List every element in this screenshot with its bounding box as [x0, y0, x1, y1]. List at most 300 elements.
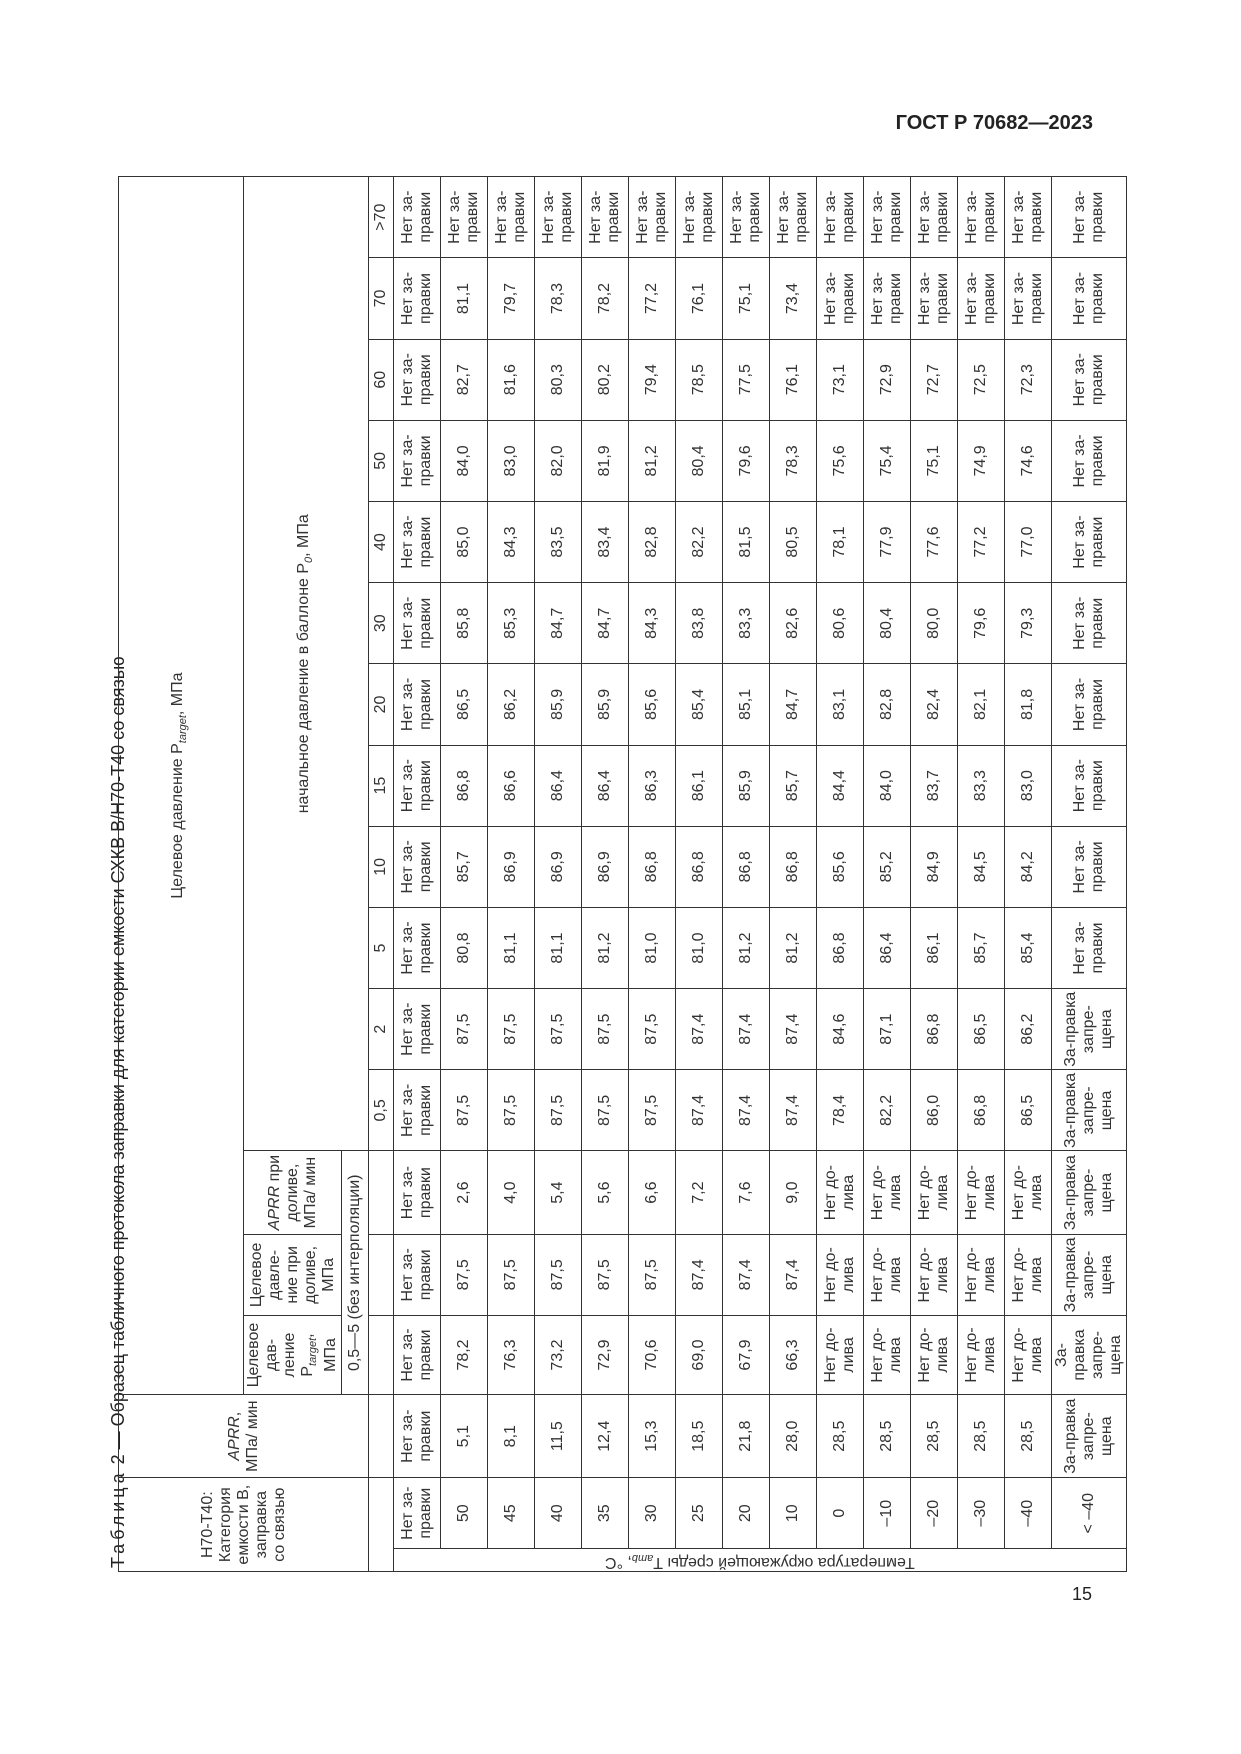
data-cell: 77,2 — [958, 501, 1005, 582]
data-cell: 87,5 — [582, 1234, 629, 1315]
temperature-cell: 45 — [488, 1478, 535, 1549]
data-cell: 81,2 — [770, 907, 817, 988]
data-cell: 83,3 — [723, 583, 770, 664]
data-cell: 15,3 — [629, 1395, 676, 1478]
data-cell: 79,3 — [1005, 583, 1052, 664]
data-cell: 82,6 — [770, 583, 817, 664]
data-cell: Нет до-лива — [958, 1234, 1005, 1315]
data-cell: 5,6 — [582, 1151, 629, 1234]
data-cell: 86,8 — [441, 745, 488, 826]
temperature-cell: 30 — [629, 1478, 676, 1549]
data-cell: Нет за-правки — [864, 177, 911, 258]
data-cell: 72,9 — [864, 339, 911, 420]
data-cell: Нет за-правки — [394, 1151, 441, 1234]
data-cell: 80,8 — [441, 907, 488, 988]
pressure-column: 30 — [369, 583, 394, 664]
data-cell: 72,5 — [958, 339, 1005, 420]
data-cell: 5,4 — [535, 1151, 582, 1234]
data-cell: 81,6 — [488, 339, 535, 420]
data-cell: Нет за-правки — [1052, 339, 1127, 420]
pressure-column: 60 — [369, 339, 394, 420]
data-cell: 82,2 — [676, 501, 723, 582]
data-cell: 4,0 — [488, 1151, 535, 1234]
data-cell: 82,4 — [911, 664, 958, 745]
data-cell: 84,3 — [488, 501, 535, 582]
temperature-cell: 10 — [770, 1478, 817, 1549]
data-cell: За-правка запре-щена — [1052, 1234, 1127, 1315]
data-cell: 81,1 — [535, 907, 582, 988]
caption-text: 2 — Образец табличного протокола заправки для категории емкости СХКВ В/Н70-Т40 со связью — [108, 656, 128, 1465]
data-cell: Нет за-правки — [1052, 177, 1127, 258]
data-cell: За-правка запре-щена — [1052, 1315, 1127, 1394]
data-cell: 84,2 — [1005, 826, 1052, 907]
data-cell: 28,5 — [864, 1395, 911, 1478]
data-cell: Нет до-лива — [911, 1315, 958, 1394]
data-cell: 73,1 — [817, 339, 864, 420]
data-cell: 77,2 — [629, 258, 676, 339]
rotated-table-wrapper — [118, 176, 1127, 1572]
table-row — [488, 177, 535, 1572]
data-cell: Нет за-правки — [723, 177, 770, 258]
temperature-cell: Нет за-правки — [394, 1478, 441, 1549]
table-row — [676, 177, 723, 1572]
data-cell: 87,5 — [629, 989, 676, 1070]
data-cell: 28,5 — [958, 1395, 1005, 1478]
data-cell: 73,2 — [535, 1315, 582, 1394]
temperature-cell: 25 — [676, 1478, 723, 1549]
data-cell: Нет за-правки — [394, 1315, 441, 1394]
data-cell: Нет за-правки — [1052, 664, 1127, 745]
data-cell: Нет за-правки — [394, 1070, 441, 1151]
temperature-cell: 0 — [817, 1478, 864, 1549]
table-row — [535, 177, 582, 1572]
data-cell: 83,1 — [817, 664, 864, 745]
data-cell: Нет за-правки — [1005, 177, 1052, 258]
data-cell: Нет за-правки — [676, 177, 723, 258]
data-cell: Нет за-правки — [1052, 826, 1127, 907]
data-cell: 82,8 — [864, 664, 911, 745]
data-cell: 85,7 — [441, 826, 488, 907]
aprr-topoff-units: при доливе, МПа/ мин — [265, 1154, 319, 1229]
data-cell: Нет за-правки — [394, 745, 441, 826]
data-cell: 84,7 — [535, 583, 582, 664]
data-cell: 79,6 — [958, 583, 1005, 664]
data-cell: 87,5 — [629, 1070, 676, 1151]
data-cell: Нет за-правки — [394, 177, 441, 258]
data-cell: 81,5 — [723, 501, 770, 582]
temperature-cell: 40 — [535, 1478, 582, 1549]
table-row — [1005, 177, 1052, 1572]
table-row — [582, 177, 629, 1572]
data-cell: 78,3 — [535, 258, 582, 339]
data-cell: Нет за-правки — [911, 258, 958, 339]
data-cell: 85,7 — [770, 745, 817, 826]
data-cell: 7,6 — [723, 1151, 770, 1234]
table-row — [817, 177, 864, 1572]
data-cell: 86,8 — [629, 826, 676, 907]
data-cell: 80,6 — [817, 583, 864, 664]
temperature-cell: 20 — [723, 1478, 770, 1549]
data-cell: 85,9 — [535, 664, 582, 745]
data-cell: 80,3 — [535, 339, 582, 420]
data-cell: Нет до-лива — [958, 1151, 1005, 1234]
data-cell: 81,0 — [629, 907, 676, 988]
table-row — [723, 177, 770, 1572]
data-cell: 81,8 — [1005, 664, 1052, 745]
data-cell: 87,5 — [535, 989, 582, 1070]
data-cell: Нет до-лива — [911, 1151, 958, 1234]
initial-pressure-units: , МПа — [294, 514, 312, 557]
data-cell: 28,5 — [911, 1395, 958, 1478]
header-row-2 — [244, 177, 342, 1572]
refueling-protocol-table — [118, 176, 1127, 1572]
data-cell: 84,9 — [911, 826, 958, 907]
data-cell: За-правка запре-щена — [1052, 1070, 1127, 1151]
data-cell: Нет до-лива — [817, 1151, 864, 1234]
data-cell: 87,4 — [723, 1234, 770, 1315]
data-cell: 86,8 — [770, 826, 817, 907]
table-row — [958, 177, 1005, 1572]
data-cell: 79,6 — [723, 420, 770, 501]
temperature-cell: –10 — [864, 1478, 911, 1549]
data-cell: 85,2 — [864, 826, 911, 907]
data-cell: 87,5 — [535, 1234, 582, 1315]
pressure-column: 5 — [369, 907, 394, 988]
data-cell: 83,0 — [1005, 745, 1052, 826]
data-cell: 85,8 — [441, 583, 488, 664]
target-topoff-header: Целевое давле-ние при доливе, МПа — [244, 1234, 342, 1315]
data-cell: 87,4 — [676, 989, 723, 1070]
data-cell: 87,5 — [441, 1234, 488, 1315]
data-cell: 76,1 — [676, 258, 723, 339]
data-cell: Нет до-лива — [864, 1315, 911, 1394]
table-row — [911, 177, 958, 1572]
temperature-cell: 50 — [441, 1478, 488, 1549]
target-pressure-group-sub: target — [177, 715, 190, 744]
pressure-columns-row — [369, 177, 394, 1572]
data-cell: Нет за-правки — [394, 258, 441, 339]
data-cell: 79,7 — [488, 258, 535, 339]
data-cell: 86,8 — [723, 826, 770, 907]
data-cell: 85,4 — [1005, 907, 1052, 988]
data-cell: 28,0 — [770, 1395, 817, 1478]
pressure-column: 0,5 — [369, 1070, 394, 1151]
data-cell: 86,1 — [676, 745, 723, 826]
data-cell: 78,3 — [770, 420, 817, 501]
data-cell: 80,0 — [911, 583, 958, 664]
pressure-column: 10 — [369, 826, 394, 907]
data-cell: 72,7 — [911, 339, 958, 420]
data-cell: 6,6 — [629, 1151, 676, 1234]
aprr-header-label: APRR — [225, 1416, 243, 1461]
data-cell: 12,4 — [582, 1395, 629, 1478]
pressure-column: 40 — [369, 501, 394, 582]
data-cell: Нет за-правки — [911, 177, 958, 258]
temperature-axis-label — [394, 1549, 1127, 1572]
data-cell: Нет до-лива — [911, 1234, 958, 1315]
data-cell: 86,5 — [958, 989, 1005, 1070]
data-cell: 81,2 — [629, 420, 676, 501]
data-cell: 83,0 — [488, 420, 535, 501]
data-cell: 87,5 — [488, 989, 535, 1070]
data-cell: 86,9 — [582, 826, 629, 907]
data-cell: 74,9 — [958, 420, 1005, 501]
data-cell: 84,3 — [629, 583, 676, 664]
data-cell: 85,9 — [582, 664, 629, 745]
data-cell: 87,5 — [582, 989, 629, 1070]
data-cell: 86,1 — [911, 907, 958, 988]
data-cell: 77,0 — [1005, 501, 1052, 582]
data-cell: 87,4 — [770, 989, 817, 1070]
data-cell: Нет за-правки — [488, 177, 535, 258]
data-cell: За-правка запре-щена — [1052, 1151, 1127, 1234]
data-cell: Нет за-правки — [1052, 583, 1127, 664]
data-cell: 81,0 — [676, 907, 723, 988]
data-cell: 77,9 — [864, 501, 911, 582]
data-cell: 84,0 — [441, 420, 488, 501]
table-header — [119, 177, 394, 1572]
data-cell: 87,4 — [770, 1234, 817, 1315]
page-number: 15 — [1072, 1584, 1093, 1604]
data-cell: 87,1 — [864, 989, 911, 1070]
data-cell: 87,4 — [723, 1070, 770, 1151]
data-cell: Нет за-правки — [582, 177, 629, 258]
data-cell: 87,5 — [582, 1070, 629, 1151]
data-cell: Нет за-правки — [770, 177, 817, 258]
initial-pressure-sub: 0 — [302, 556, 315, 563]
data-cell: 21,8 — [723, 1395, 770, 1478]
data-cell: 80,2 — [582, 339, 629, 420]
corner-header: Н70-Т40: Категория емкости В, заправка со связью — [119, 1478, 369, 1572]
data-cell: Нет до-лива — [1005, 1234, 1052, 1315]
data-cell: 67,9 — [723, 1315, 770, 1394]
data-cell: 86,4 — [582, 745, 629, 826]
pressure-column: 50 — [369, 420, 394, 501]
temperature-cell: < –40 — [1052, 1478, 1127, 1549]
pressure-columns-blank-topoff — [369, 1234, 394, 1315]
data-cell: 83,3 — [958, 745, 1005, 826]
data-cell: Нет за-правки — [394, 501, 441, 582]
aprr-topoff-label: APRR — [265, 1185, 283, 1231]
data-cell: За-правка запре-щена — [1052, 1395, 1127, 1478]
data-cell: 81,2 — [723, 907, 770, 988]
pressure-columns-blank-aprr — [369, 1395, 394, 1478]
data-cell: 78,1 — [817, 501, 864, 582]
data-cell: 11,5 — [535, 1395, 582, 1478]
data-cell: 81,9 — [582, 420, 629, 501]
data-cell: Нет до-лива — [1005, 1151, 1052, 1234]
data-cell: 83,7 — [911, 745, 958, 826]
data-cell: 72,9 — [582, 1315, 629, 1394]
initial-pressure-label: начальное давление в баллоне P — [294, 562, 312, 814]
data-cell: 86,5 — [1005, 1070, 1052, 1151]
data-cell: Нет за-правки — [1052, 420, 1127, 501]
pressure-columns-blank-target — [369, 1315, 394, 1394]
data-cell: Нет за-правки — [394, 1234, 441, 1315]
data-cell: 86,9 — [535, 826, 582, 907]
no-interpolation-header: 0,5—5 (без интерполяции) — [342, 1151, 369, 1395]
data-cell: Нет за-правки — [958, 258, 1005, 339]
initial-pressure-header — [244, 177, 369, 1151]
data-cell: Нет за-правки — [864, 258, 911, 339]
data-cell: Нет за-правки — [958, 177, 1005, 258]
data-cell: Нет за-правки — [1052, 907, 1127, 988]
document-code: ГОСТ Р 70682—2023 — [895, 112, 1093, 134]
data-cell: Нет до-лива — [958, 1315, 1005, 1394]
temperature-axis-sub: amb — [632, 1551, 654, 1564]
data-cell: 76,3 — [488, 1315, 535, 1394]
pressure-column: 70 — [369, 258, 394, 339]
data-cell: 82,0 — [535, 420, 582, 501]
target-pressure-group-label: Целевое давление P — [169, 743, 187, 899]
pressure-columns-blank-aprr-topoff — [369, 1151, 394, 1234]
data-cell: 87,5 — [488, 1070, 535, 1151]
target-pressure-units: , МПа — [299, 1333, 340, 1372]
data-cell: 77,5 — [723, 339, 770, 420]
data-cell: 81,1 — [488, 907, 535, 988]
data-cell: 86,4 — [535, 745, 582, 826]
data-cell: 76,1 — [770, 339, 817, 420]
data-cell: 86,4 — [864, 907, 911, 988]
data-cell: 83,5 — [535, 501, 582, 582]
data-cell: 28,5 — [1005, 1395, 1052, 1478]
data-cell: За-правка запре-щена — [1052, 989, 1127, 1070]
data-cell: 86,2 — [1005, 989, 1052, 1070]
data-cell: 85,0 — [441, 501, 488, 582]
data-cell: Нет за-правки — [535, 177, 582, 258]
data-cell: 87,5 — [488, 1234, 535, 1315]
data-cell: 75,1 — [911, 420, 958, 501]
pressure-column: 20 — [369, 664, 394, 745]
data-cell: Нет за-правки — [394, 420, 441, 501]
data-cell: 85,7 — [958, 907, 1005, 988]
data-cell: Нет до-лива — [817, 1315, 864, 1394]
data-cell: 87,5 — [629, 1234, 676, 1315]
data-cell: 87,4 — [676, 1234, 723, 1315]
data-cell: 78,2 — [441, 1315, 488, 1394]
aprr-header — [119, 1395, 369, 1478]
data-cell: 81,1 — [441, 258, 488, 339]
data-cell: 75,1 — [723, 258, 770, 339]
data-cell: 78,2 — [582, 258, 629, 339]
data-cell: 86,8 — [911, 989, 958, 1070]
data-cell: 18,5 — [676, 1395, 723, 1478]
data-cell: Нет за-правки — [1052, 258, 1127, 339]
data-cell: 85,4 — [676, 664, 723, 745]
data-cell: 87,5 — [441, 989, 488, 1070]
data-cell: 81,2 — [582, 907, 629, 988]
data-cell: Нет за-правки — [394, 583, 441, 664]
data-cell: Нет за-правки — [394, 664, 441, 745]
data-cell: Нет за-правки — [394, 907, 441, 988]
data-cell: 73,4 — [770, 258, 817, 339]
data-cell: 78,4 — [817, 1070, 864, 1151]
table-body — [394, 177, 1127, 1572]
data-cell: 84,0 — [864, 745, 911, 826]
data-cell: 85,6 — [817, 826, 864, 907]
data-cell: 87,4 — [676, 1070, 723, 1151]
temperature-cell: –30 — [958, 1478, 1005, 1549]
data-cell: Нет за-правки — [394, 1395, 441, 1478]
data-cell: 28,5 — [817, 1395, 864, 1478]
data-cell: 70,6 — [629, 1315, 676, 1394]
data-cell: 83,8 — [676, 583, 723, 664]
data-cell: 82,1 — [958, 664, 1005, 745]
data-cell: 86,8 — [676, 826, 723, 907]
data-cell: 66,3 — [770, 1315, 817, 1394]
data-cell: 7,2 — [676, 1151, 723, 1234]
target-pressure-header — [244, 1315, 342, 1394]
data-cell: 84,6 — [817, 989, 864, 1070]
pressure-column: 15 — [369, 745, 394, 826]
data-cell: Нет до-лива — [864, 1234, 911, 1315]
data-cell: Нет за-правки — [441, 177, 488, 258]
data-cell: 87,4 — [770, 1070, 817, 1151]
data-cell: 74,6 — [1005, 420, 1052, 501]
pressure-columns-blank — [369, 1478, 394, 1572]
temperature-axis-text: Температура окружающей среды T — [653, 1554, 916, 1571]
data-cell: 2,6 — [441, 1151, 488, 1234]
data-cell: 79,4 — [629, 339, 676, 420]
temperature-cell: –20 — [911, 1478, 958, 1549]
table-row — [441, 177, 488, 1572]
data-cell: 69,0 — [676, 1315, 723, 1394]
temperature-cell: –40 — [1005, 1478, 1052, 1549]
data-cell: Нет за-правки — [1052, 745, 1127, 826]
data-cell: 86,6 — [488, 745, 535, 826]
table-row — [629, 177, 676, 1572]
data-cell: 86,8 — [817, 907, 864, 988]
data-cell: 72,3 — [1005, 339, 1052, 420]
temperature-cell: 35 — [582, 1478, 629, 1549]
data-cell: 75,4 — [864, 420, 911, 501]
target-pressure-sub: target — [307, 1337, 320, 1366]
data-cell: Нет за-правки — [817, 258, 864, 339]
data-cell: 84,4 — [817, 745, 864, 826]
data-cell: Нет за-правки — [629, 177, 676, 258]
target-pressure-label: Целевое дав-ление P — [245, 1322, 316, 1388]
data-cell: 85,9 — [723, 745, 770, 826]
data-cell: 85,1 — [723, 664, 770, 745]
header-row-1 — [119, 177, 244, 1572]
data-cell: 82,8 — [629, 501, 676, 582]
data-cell: 80,5 — [770, 501, 817, 582]
data-cell: Нет до-лива — [1005, 1315, 1052, 1394]
data-cell: 83,4 — [582, 501, 629, 582]
target-pressure-group-units: , МПа — [169, 672, 187, 716]
data-cell: 86,9 — [488, 826, 535, 907]
data-cell: Нет за-правки — [394, 339, 441, 420]
data-cell: 86,2 — [488, 664, 535, 745]
data-cell: 84,5 — [958, 826, 1005, 907]
data-cell: 84,7 — [582, 583, 629, 664]
data-cell: 85,3 — [488, 583, 535, 664]
data-cell: 82,2 — [864, 1070, 911, 1151]
aprr-topoff-header — [244, 1151, 342, 1234]
table-row — [864, 177, 911, 1572]
data-cell: Нет за-правки — [817, 177, 864, 258]
data-cell: 80,4 — [676, 420, 723, 501]
target-pressure-group-header — [119, 177, 244, 1395]
data-cell: 77,6 — [911, 501, 958, 582]
data-cell: 85,6 — [629, 664, 676, 745]
data-cell: Нет до-лива — [864, 1151, 911, 1234]
data-cell: 75,6 — [817, 420, 864, 501]
table-row — [1052, 177, 1127, 1572]
data-cell: 8,1 — [488, 1395, 535, 1478]
data-cell: 5,1 — [441, 1395, 488, 1478]
temperature-axis-units: , °С — [605, 1554, 633, 1571]
